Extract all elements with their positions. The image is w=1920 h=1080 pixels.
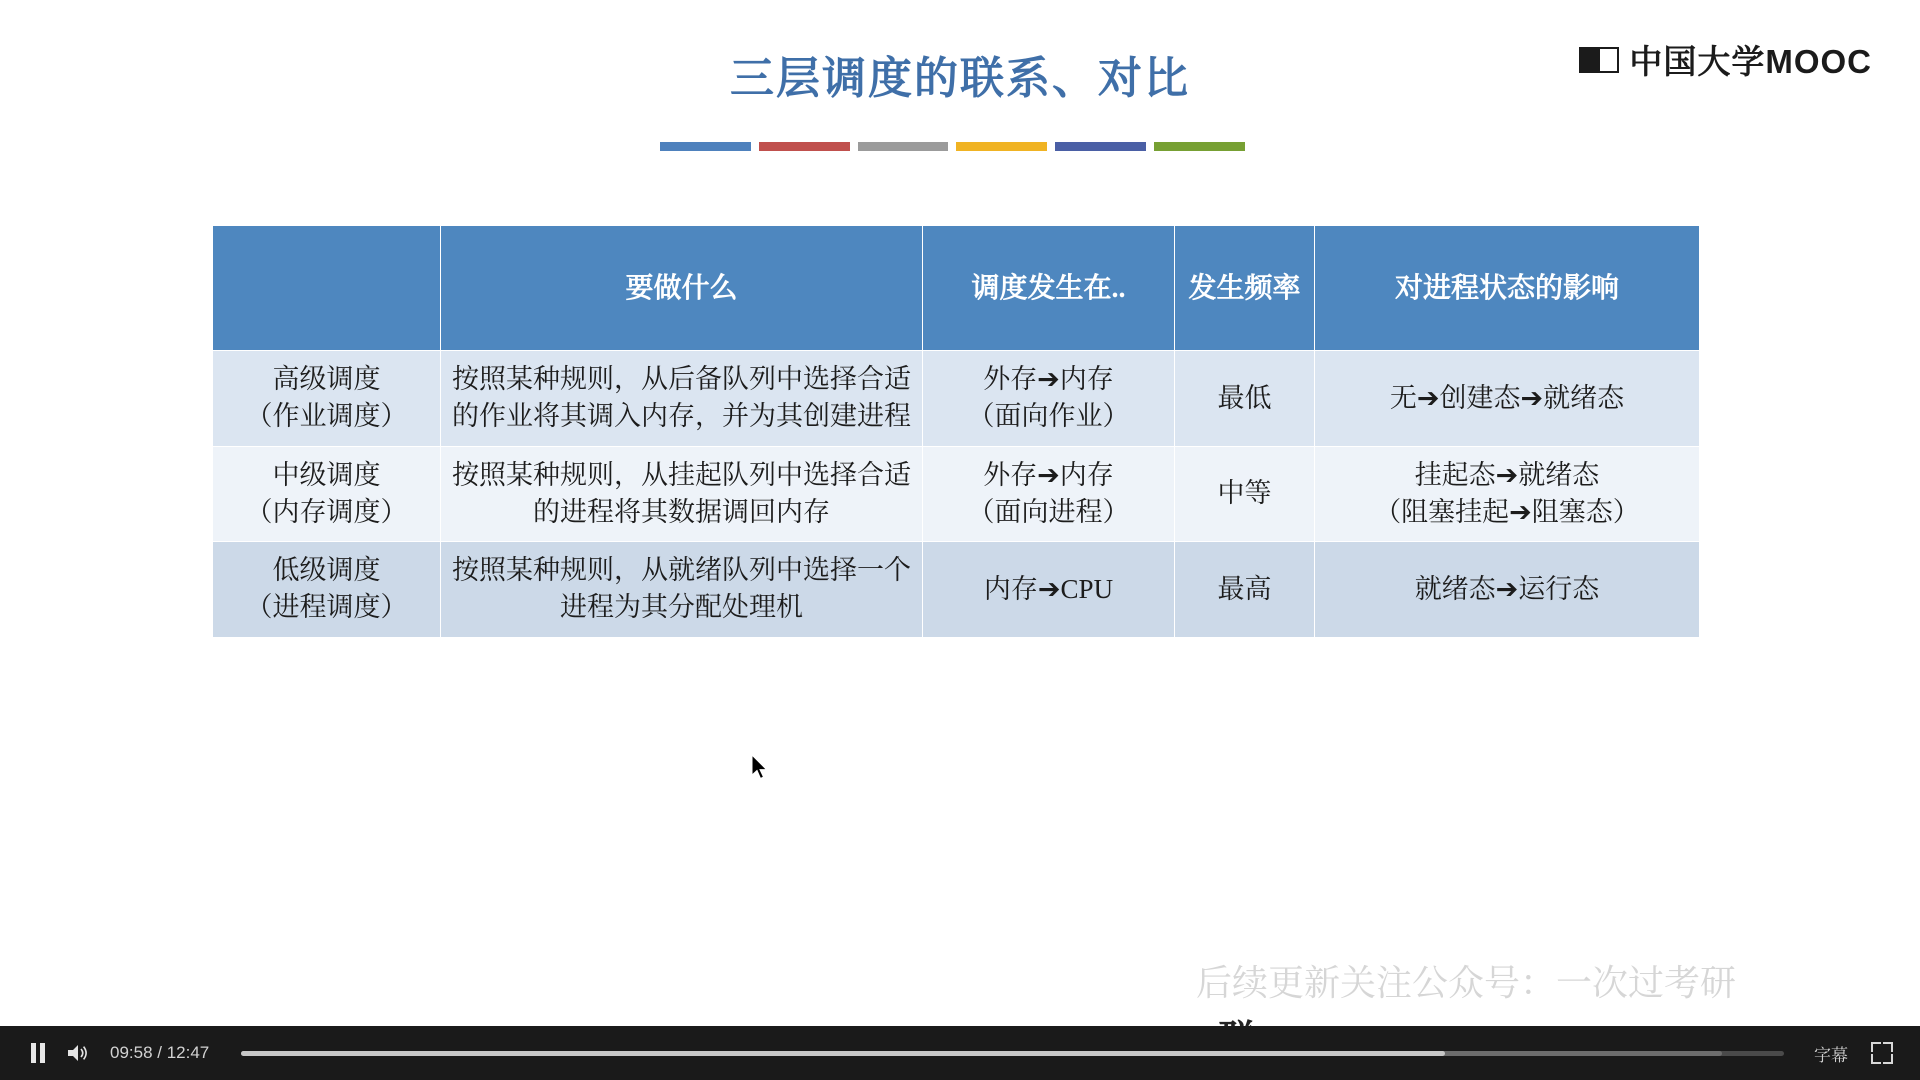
row-label-high-line2: （作业调度）	[245, 401, 408, 432]
row-label-low	[213, 542, 441, 638]
row-effect-mid	[1315, 446, 1700, 542]
row-effect-mid-line1: 挂起态➔就绪态	[1414, 459, 1600, 490]
underline-bar-1	[660, 142, 751, 151]
underline-bar-2	[759, 142, 850, 151]
table-header-blank	[213, 226, 441, 351]
table-header-frequency: 发生频率	[1175, 226, 1315, 351]
book-icon	[1579, 44, 1619, 76]
row-what-mid: 按照某种规则，从挂起队列中选择合适的进程将其数据调回内存	[441, 446, 923, 542]
row-what-low: 按照某种规则，从就绪队列中选择一个进程为其分配处理机	[441, 542, 923, 638]
watermark-line-1: 后续更新关注公众号：一次过考研	[1196, 963, 1737, 1003]
table-row	[213, 446, 1700, 542]
row-effect-high	[1315, 351, 1700, 447]
volume-icon	[66, 1043, 90, 1063]
row-label-low-line2: （进程调度）	[245, 592, 408, 623]
comparison-table	[212, 225, 1699, 638]
row-where-low	[923, 542, 1175, 638]
row-where-mid	[923, 446, 1175, 542]
underline-bar-6	[1154, 142, 1245, 151]
table-header-what: 要做什么	[441, 226, 923, 351]
underline-bar-5	[1055, 142, 1146, 151]
fullscreen-button[interactable]	[1862, 1033, 1902, 1073]
table-row	[213, 351, 1700, 447]
fullscreen-icon	[1871, 1042, 1893, 1064]
row-where-high-line1: 外存➔内存	[983, 364, 1114, 394]
subtitle-button[interactable]: 字幕	[1814, 1045, 1848, 1065]
row-where-mid-line2: （面向进程）	[967, 496, 1130, 527]
row-effect-low-line1: 就绪态➔运行态	[1414, 573, 1600, 604]
row-where-low-line1: 内存➔CPU	[983, 573, 1114, 604]
row-effect-high-line1: 无➔创建态➔就绪态	[1389, 382, 1625, 413]
row-label-high	[213, 351, 441, 447]
mooc-logo	[1579, 36, 1872, 83]
row-label-mid-line1: 中级调度	[272, 459, 381, 490]
logo-label: 中国大学MOOC	[1629, 43, 1872, 80]
pause-button[interactable]	[18, 1033, 58, 1073]
row-frequency-high: 最低	[1175, 351, 1315, 447]
row-what-high: 按照某种规则，从后备队列中选择合适的作业将其调入内存，并为其创建进程	[441, 351, 923, 447]
row-effect-mid-line2: （阻塞挂起➔阻塞态）	[1374, 496, 1640, 527]
table-header-effect: 对进程状态的影响	[1315, 226, 1700, 351]
row-label-high-line1: 高级调度	[272, 364, 381, 394]
row-where-high	[923, 351, 1175, 447]
row-frequency-mid: 中等	[1175, 446, 1315, 542]
table-header-row	[213, 226, 1700, 351]
table-header-where: 调度发生在..	[923, 226, 1175, 351]
video-control-bar	[0, 1026, 1920, 1080]
row-label-low-line1: 低级调度	[272, 555, 381, 585]
table-row	[213, 542, 1700, 638]
underline-bar-3	[858, 142, 949, 151]
pause-icon	[30, 1043, 46, 1063]
volume-button[interactable]	[58, 1033, 98, 1073]
mouse-cursor-icon	[752, 755, 770, 781]
row-where-mid-line1: 外存➔内存	[983, 459, 1114, 490]
row-label-mid-line2: （内存调度）	[245, 496, 408, 527]
title-underline-bars	[660, 142, 1245, 151]
time-display: 09:58 / 12:47	[110, 1043, 210, 1062]
row-frequency-low: 最高	[1175, 542, 1315, 638]
row-where-high-line2: （面向作业）	[967, 401, 1130, 432]
row-label-mid	[213, 446, 441, 542]
progress-bar[interactable]	[241, 1051, 1784, 1056]
progress-played	[241, 1051, 1444, 1056]
page-title: 三层调度的联系、对比	[730, 54, 1190, 103]
underline-bar-4	[956, 142, 1047, 151]
row-effect-low	[1315, 542, 1700, 638]
